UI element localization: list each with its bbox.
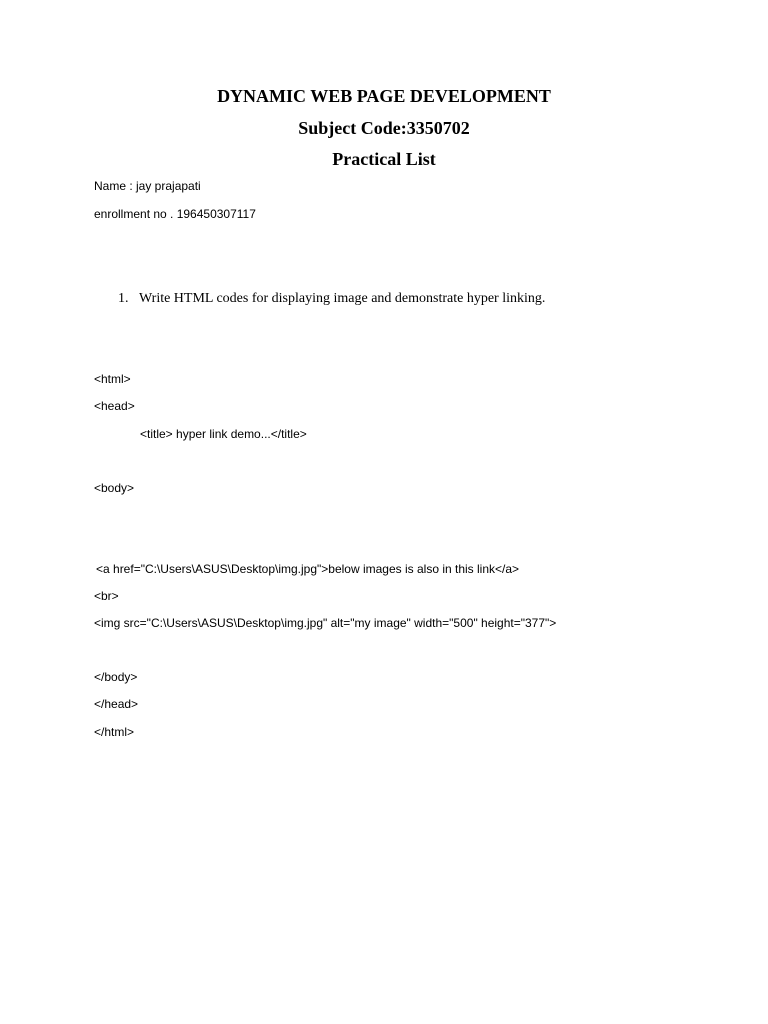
question-text: Write HTML codes for displaying image and demonstrate hyper linking. bbox=[139, 291, 546, 306]
code-line: <body> bbox=[94, 481, 135, 495]
enrollment-number: enrollment no . 196450307117 bbox=[94, 207, 256, 221]
code-line: <a href="C:\Users\ASUS\Desktop\img.jpg">below images is also in this link</a> bbox=[96, 562, 520, 576]
code-line: <br> bbox=[94, 589, 119, 603]
student-name: Name : jay prajapati bbox=[94, 179, 201, 193]
question-item bbox=[118, 291, 545, 307]
document-title: DYNAMIC WEB PAGE DEVELOPMENT bbox=[217, 86, 551, 106]
subject-code: Subject Code:3350702 bbox=[298, 118, 470, 138]
code-line: <title> hyper link demo...</title> bbox=[140, 427, 307, 441]
code-line: </head> bbox=[94, 697, 139, 711]
code-line: </html> bbox=[94, 725, 135, 739]
code-line: <head> bbox=[94, 399, 135, 413]
code-line: <html> bbox=[94, 372, 131, 386]
practical-list-heading: Practical List bbox=[332, 149, 436, 169]
code-line: </body> bbox=[94, 670, 138, 684]
question-number: 1. bbox=[118, 291, 129, 306]
code-line: <img src="C:\Users\ASUS\Desktop\img.jpg" alt="my image" width="500" height="377"> bbox=[94, 616, 557, 630]
